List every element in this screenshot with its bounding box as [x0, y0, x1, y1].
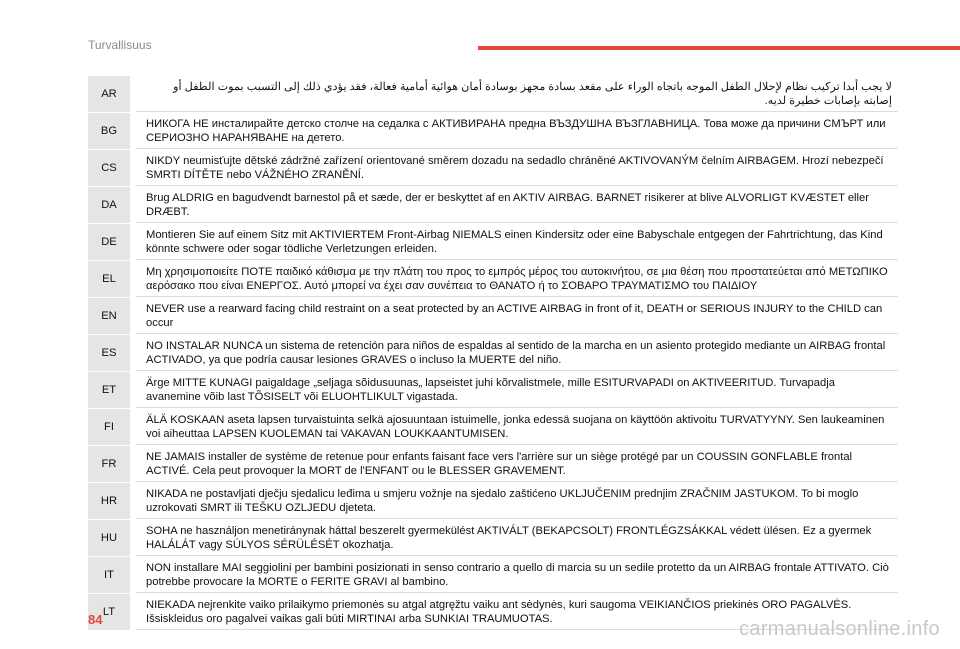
- warning-text: لا يجب أبدا تركيب نظام لإحلال الطفل الموجه باتجاه الوراء على مقعد بسادة مجهز بوسادة أمان هوائية أمامية فعالة، فقد يؤدي ذلك إلى التسبب بموت الطفل أو إصابته بإصابات خطيرة لديه.: [133, 76, 898, 113]
- table-row: [88, 261, 898, 298]
- language-code: LT: [88, 594, 133, 631]
- table-row: [88, 372, 898, 409]
- warning-text: SOHA ne használjon menetiránynak háttal beszerelt gyermekülést AKTIVÁLT (BEKAPCSOLT) FRONTLÉGZSÁKKAL védett ülésen. Ez a gyermek HALÁLÁT vagy SÚLYOS SÉRÜLÉSÉT okozhatja.: [133, 520, 898, 557]
- language-code: CS: [88, 150, 133, 187]
- language-code: BG: [88, 113, 133, 150]
- warning-text: NEVER use a rearward facing child restraint on a seat protected by an ACTIVE AIRBAG in front of it, DEATH or SERIOUS INJURY to the CHILD can occur: [133, 298, 898, 335]
- warning-text: НИКОГА НЕ инсталирайте детско столче на седалка с АКТИВИРАНА предна ВЪЗДУШНА ВЪЗГЛАВНИЦА. Това може да причини СМЪРТ или СЕРИОЗНО НАРАНЯВАНЕ на детето.: [133, 113, 898, 150]
- warning-text: NIKADA ne postavljati dječju sjedalicu leđima u smjeru vožnje na sjedalo zaštićeno UKLJUČENIM prednjim ZRAČNIM JASTUKOM. To bi moglo uzrokovati SMRT ili TEŠKU OZLJEDU djeteta.: [133, 483, 898, 520]
- language-code: IT: [88, 557, 133, 594]
- language-code: ES: [88, 335, 133, 372]
- language-code: AR: [88, 76, 133, 113]
- warning-text: NON installare MAI seggiolini per bambini posizionati in senso contrario a quello di marcia su un sedile protetto da un AIRBAG frontale ATTIVATO. Ciò potrebbe provocare la MORTE o FERITE GRAVI al bambino.: [133, 557, 898, 594]
- language-code: EL: [88, 261, 133, 298]
- language-code: HU: [88, 520, 133, 557]
- table-row: [88, 409, 898, 446]
- language-code: HR: [88, 483, 133, 520]
- table-row: [88, 557, 898, 594]
- header-accent-bar: [478, 46, 960, 50]
- warning-text: NIEKADA nejrenkite vaiko prilaikymo priemonės su atgal atgręžtu vaiku ant sėdynės, kuri saugoma VEIKIANČIOS priekinės ORO PAGALVĖS. Išsiskleidus oro pagalvei vaikas gali būti MIRTINAI arba SUNKIAI TRAUMUOTAS.: [133, 594, 898, 631]
- warning-text: Μη χρησιμοποιείτε ΠΟΤΕ παιδικό κάθισμα με την πλάτη του προς το εμπρός μέρος του αυτοκινήτου, σε μια θέση που προστατεύεται από ΜΕΤΩΠΙΚΟ αερόσακο που είναι ΕΝΕΡΓΟΣ. Αυτό μπορεί να έχει σαν συνέπεια το ΘΑΝΑΤΟ ή το ΣΟΒΑΡΟ ΤΡΑΥΜΑΤΙΣΜΟ του ΠΑΙΔΙΟΥ: [133, 261, 898, 298]
- warning-text: Brug ALDRIG en bagudvendt barnestol på et sæde, der er beskyttet af en AKTIV AIRBAG. BARNET risikerer at blive ALVORLIGT KVÆSTET eller DRÆBT.: [133, 187, 898, 224]
- table-row: [88, 224, 898, 261]
- language-code: FR: [88, 446, 133, 483]
- warning-text: NO INSTALAR NUNCA un sistema de retención para niños de espaldas al sentido de la marcha en un asiento protegido mediante un AIRBAG frontal ACTIVADO, ya que podría causar lesiones GRAVES o incluso la MUERTE del niño.: [133, 335, 898, 372]
- page-number: 84: [88, 612, 103, 627]
- table-row: [88, 520, 898, 557]
- warning-text: NE JAMAIS installer de système de retenue pour enfants faisant face vers l'arrière sur un siège protégé par un COUSSIN GONFLABLE frontal ACTIVÉ. Cela peut provoquer la MORT de l'ENFANT ou le BLESSER GRAVEMENT.: [133, 446, 898, 483]
- warning-text: Ärge MITTE KUNAGI paigaldage „seljaga sõidusuunas„ lapseistet juhi kõrvalistmele, mille ESITURVAPADI on AKTIVEERITUD. Turvapadja avanemine võib last TÕSISELT või ELUOHTLIKULT vigastada.: [133, 372, 898, 409]
- language-code: DE: [88, 224, 133, 261]
- table-row: [88, 298, 898, 335]
- table-row: [88, 150, 898, 187]
- table-row: [88, 76, 898, 113]
- section-title: Turvallisuus: [88, 38, 152, 52]
- warning-text: Montieren Sie auf einem Sitz mit AKTIVIERTEM Front-Airbag NIEMALS einen Kindersitz oder eine Babyschale entgegen der Fahrtrichtung, das Kind könnte schwere oder sogar tödliche Verletzungen erleiden.: [133, 224, 898, 261]
- table-row: [88, 335, 898, 372]
- table-row: [88, 113, 898, 150]
- watermark: carmanualsonline.info: [739, 618, 940, 640]
- table-row: [88, 483, 898, 520]
- warning-text: NIKDY neumisťujte dětské zádržné zařízení orientované směrem dozadu na sedadlo chráněné AKTIVOVANÝM čelním AIRBAGEM. Hrozí nebezpečí SMRTI DÍTĚTE nebo VÁŽNÉHO ZRANĚNÍ.: [133, 150, 898, 187]
- language-code: EN: [88, 298, 133, 335]
- table-row: [88, 446, 898, 483]
- table-row: [88, 187, 898, 224]
- language-code: FI: [88, 409, 133, 446]
- airbag-warning-table: [88, 75, 898, 631]
- language-code: DA: [88, 187, 133, 224]
- warning-text: ÄLÄ KOSKAAN aseta lapsen turvaistuinta selkä ajosuuntaan istuimelle, jonka edessä suojana on käyttöön aktivoitu TURVATYYNY. Sen laukeaminen voi aiheuttaa LAPSEN KUOLEMAN tai VAKAVAN LOUKKAANTUMISEN.: [133, 409, 898, 446]
- language-code: ET: [88, 372, 133, 409]
